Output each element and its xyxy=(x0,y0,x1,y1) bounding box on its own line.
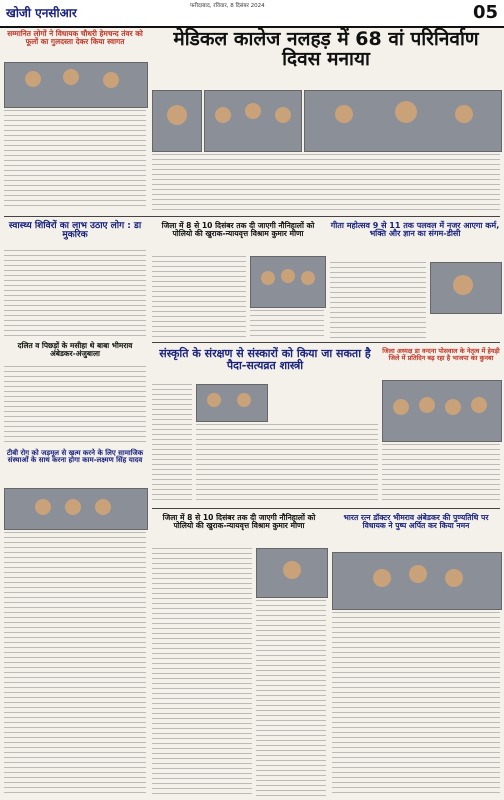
article-body xyxy=(196,424,378,504)
polio-headline-2: जिला में 8 से 10 दिसंबर तक दी जाएगी नौनिहालों को पोलियो की खुराक-न्यायवृत्त विश्राम कुमार मीणा xyxy=(162,513,316,530)
tb-photo xyxy=(4,488,148,530)
article-body xyxy=(4,110,146,210)
sanskriti-photo xyxy=(196,384,268,422)
article-body xyxy=(152,154,500,214)
page-number: 05 xyxy=(472,2,498,23)
health-headline: स्वास्थ्य शिविरों का लाभ उठाए लोग : डा मुकरिक xyxy=(8,221,142,241)
divider xyxy=(152,342,500,343)
article-body xyxy=(152,384,192,504)
divider xyxy=(4,216,500,217)
district-headline: जिला अध्यक्ष डा वन्दना पोसवाल के नेतृत्व में हेयड़ी जिले में प्रतिदिन बढ़ रहा है भाजपा का कुनबा xyxy=(382,347,500,362)
polio-headline-1: जिला में 8 से 10 दिसंबर तक दी जाएगी नौनिहालों को पोलियो की खुराक-न्यायवृत्त विश्राम कुमार मीणा xyxy=(161,221,315,238)
article-body xyxy=(4,366,146,446)
event-photo xyxy=(204,90,302,152)
article-body xyxy=(152,256,246,338)
gita-photo xyxy=(430,262,502,314)
article-body xyxy=(256,600,326,796)
district-photo xyxy=(382,380,502,442)
tb-headline: टीबी रोग को जड़मूल से खत्म करने के लिए सामाजिक संस्थाओं के साथ करना होगा काम-लक्ष्मण सिंह यादव xyxy=(6,449,144,465)
masthead-title: खोजी एनसीआर xyxy=(6,6,77,20)
article-photo xyxy=(4,62,148,108)
main-headline: मेडिकल कालेज नलहड़ में 68 वां परिनिर्वाण दिवस मनाया xyxy=(173,28,479,70)
gita-headline: गीता महोत्सव 9 से 11 तक पलवल में नजर आएगा कर्म, भक्ति और ज्ञान का संगम-डीसी xyxy=(330,221,500,239)
article-body xyxy=(250,310,324,338)
masthead xyxy=(0,0,504,28)
article-body xyxy=(382,444,500,504)
bharat-headline: भारत रत्न डॉक्टर भीमराव अंबेडकर की पुण्यतिथि पर विधायक ने पुष्प अर्पित कर किया नमन xyxy=(343,513,489,530)
left1-headline: सम्मानित लोगों ने विधायक चौधरी हेमचन्द तंवर को फूलों का गुलदस्ता देकर किया स्वागत xyxy=(7,29,143,46)
event-photo xyxy=(152,90,202,152)
polio-photo-2 xyxy=(256,548,328,598)
article-body xyxy=(4,250,146,338)
dalit-headline: दलित व पिछड़ों के मसीहा थे बाबा भीमराव अंबेडकर-अंजुबाला xyxy=(17,341,133,358)
article-body xyxy=(330,262,426,338)
article-body xyxy=(152,548,252,796)
article-body xyxy=(332,612,500,796)
sanskriti-headline: संस्कृति के संरक्षण से संस्कारों को किया जा सकता है पैदा-सत्यव्रत शास्त्री xyxy=(159,347,371,372)
polio-photo xyxy=(250,256,326,308)
event-photo xyxy=(304,90,502,152)
article-body xyxy=(4,532,146,796)
divider xyxy=(152,508,500,509)
masthead-meta: फरीदाबाद, रविवार, 8 दिसंबर 2024 xyxy=(190,3,265,9)
bharat-photo xyxy=(332,552,502,610)
